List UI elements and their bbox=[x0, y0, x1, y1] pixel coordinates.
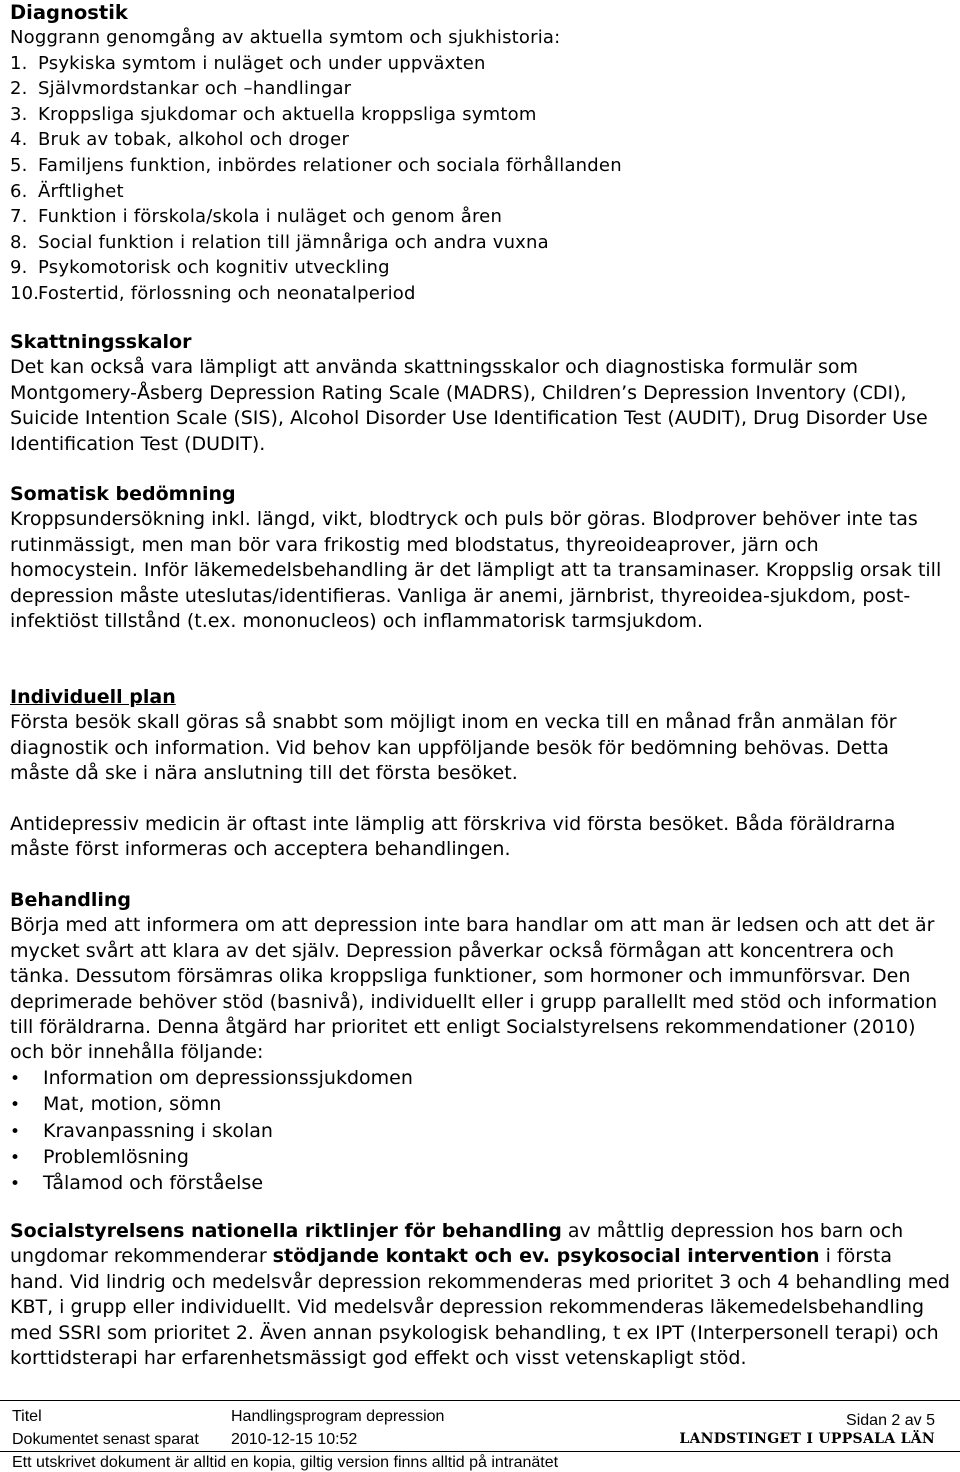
riktlinjer-text bbox=[10, 1219, 950, 1371]
list-item-text: Ärftlighet bbox=[38, 180, 124, 202]
diagnostik-list-item bbox=[10, 204, 950, 230]
behandling-bullet-item bbox=[10, 1145, 950, 1171]
diagnostik-list-item bbox=[10, 153, 950, 179]
list-item-number: 4. bbox=[10, 129, 28, 151]
behandling-section bbox=[10, 888, 950, 1198]
footer-saved-value: 2010-12-15 10:52 bbox=[231, 1431, 358, 1448]
section-heading-individuell: Individuell plan bbox=[10, 686, 176, 708]
bullet-text: Problemlösning bbox=[43, 1146, 189, 1169]
diagnostik-section bbox=[10, 25, 950, 307]
bullet-icon: • bbox=[10, 1121, 21, 1142]
behandling-bullet-item bbox=[10, 1092, 950, 1118]
behandling-bullets bbox=[10, 1066, 950, 1198]
bullet-text: Mat, motion, sömn bbox=[43, 1093, 222, 1116]
list-item-text: Fostertid, förlossning och neonatalperiod bbox=[38, 282, 416, 304]
behandling-text: Börja med att informera om att depression inte bara handlar om att man är ledsen och att det är mycket svårt att klara av det själv. Depression påverkar också förmågan att koncentrera och tänka. Dessutom försämras olika kroppsliga funktioner, som hormoner och immunförsvar. Den deprimerade behöver stöd (basnivå), individuellt eller i grupp parallellt med stöd och information till föräldrarna. Denna åtgärd har prioritet ett enligt Socialstyrelsens rekommendationer (2010) och bör innehålla följande: bbox=[10, 914, 938, 1064]
section-title-diagnostik: Diagnostik bbox=[10, 1, 128, 24]
diagnostik-list-item bbox=[10, 230, 950, 256]
diagnostik-list-item bbox=[10, 255, 950, 281]
bullet-icon: • bbox=[10, 1148, 21, 1169]
list-item-number: 2. bbox=[10, 78, 28, 100]
section-heading-skattning: Skattningsskalor bbox=[10, 331, 192, 353]
list-item-text: Funktion i förskola/skola i nuläget och genom åren bbox=[38, 206, 503, 228]
individuell-section bbox=[10, 685, 950, 862]
list-item-text: Självmordstankar och –handlingar bbox=[38, 78, 352, 100]
list-item-text: Psykomotorisk och kognitiv utveckling bbox=[38, 257, 390, 279]
diagnostik-list bbox=[10, 51, 950, 307]
diagnostik-list-item bbox=[10, 76, 950, 102]
list-item-number: 3. bbox=[10, 103, 28, 125]
list-item-text: Kroppsliga sjukdomar och aktuella kroppsliga symtom bbox=[38, 103, 537, 125]
bullet-icon: • bbox=[10, 1095, 21, 1116]
behandling-bullet-item bbox=[10, 1171, 950, 1197]
list-item-number: 5. bbox=[10, 154, 28, 176]
list-item-text: Psykiska symtom i nuläget och under uppväxten bbox=[38, 52, 486, 74]
diagnostik-list-item bbox=[10, 179, 950, 205]
behandling-bullet-item bbox=[10, 1119, 950, 1145]
bullet-text: Tålamod och förståelse bbox=[43, 1172, 264, 1195]
list-item-number: 10. bbox=[10, 282, 40, 304]
skattning-text: Det kan också vara lämpligt att använda skattningsskalor och diagnostiska formulär som Montgomery-Åsberg Depression Rating Scale (MADRS), Children’s Depression Inventory (CDI), Suicide Intention Scale (SIS), Alcohol Disorder Use Identification Test (AUDIT), Drug Disorder Use Identification Test (DUDIT). bbox=[10, 356, 928, 455]
list-item-number: 8. bbox=[10, 231, 28, 253]
bullet-icon: • bbox=[10, 1068, 21, 1089]
list-item-number: 9. bbox=[10, 257, 28, 279]
somatisk-section bbox=[10, 482, 950, 634]
riktlinjer-bold-1: Socialstyrelsens nationella riktlinjer för behandling bbox=[10, 1220, 562, 1242]
individuell-text-2: Antidepressiv medicin är oftast inte lämplig att förskriva vid första besöket. Båda föräldrarna måste först informeras och acceptera behandlingen. bbox=[10, 812, 896, 861]
list-item-number: 6. bbox=[10, 180, 28, 202]
footer-note: Ett utskrivet dokument är alltid en kopia, giltig version finns alltid på intranätet bbox=[12, 1454, 559, 1471]
list-item-number: 1. bbox=[10, 52, 28, 74]
list-item-text: Social funktion i relation till jämnåriga och andra vuxna bbox=[38, 231, 549, 253]
page-footer bbox=[0, 1400, 960, 1472]
diagnostik-list-item bbox=[10, 281, 950, 307]
footer-saved-label: Dokumentet senast sparat bbox=[12, 1431, 199, 1448]
footer-divider bbox=[0, 1451, 960, 1452]
bullet-text: Information om depressionssjukdomen bbox=[43, 1066, 413, 1089]
diagnostik-list-item bbox=[10, 127, 950, 153]
diagnostik-list-item bbox=[10, 51, 950, 77]
skattning-section bbox=[10, 330, 950, 457]
bullet-icon: • bbox=[10, 1174, 21, 1195]
footer-page-number: Sidan 2 av 5 bbox=[846, 1412, 935, 1429]
list-item-number: 7. bbox=[10, 206, 28, 228]
riktlinjer-section bbox=[10, 1219, 950, 1371]
somatisk-text: Kroppsundersökning inkl. längd, vikt, blodtryck och puls bör göras. Blodprover behöver inte tas rutinmässigt, men man bör vara frikostig med blodstatus, thyreoideaprover, järn och homocystein. Inför läkemedelsbehandling är det lämpligt att ta transaminaser. Kroppslig orsak till depression måste uteslutas/identifieras. Vanliga är anemi, järnbrist, thyreoidea-sjukdom, post-infektiöst tillstånd (t.ex. mononucleos) och inflammatorisk tarmsjukdom. bbox=[10, 508, 942, 633]
riktlinjer-text-2: i första hand. Vid lindrig och medelsvår depression rekommenderas med prioritet 3 och 4 behandling med KBT, i grupp eller individuellt. Vid medelsvår depression rekommenderas läkemedelsbehandling med SSRI som prioritet 2. Även annan psykologisk behandling, t ex IPT (Interpersonell terapi) och korttidsterapi har erfarenhetsmässigt god effekt och visst vetenskapligt stöd. bbox=[10, 1245, 950, 1370]
riktlinjer-bold-2: stödjande kontakt och ev. psykosocial intervention bbox=[272, 1245, 820, 1268]
individuell-text-1: Första besök skall göras så snabbt som möjligt inom en vecka till en månad från anmälan för diagnostik och information. Vid behov kan uppföljande besök för bedömning behövas. Detta måste då ske i nära anslutning till det första besöket. bbox=[10, 711, 897, 785]
bullet-text: Kravanpassning i skolan bbox=[43, 1119, 273, 1142]
section-heading-somatisk: Somatisk bedömning bbox=[10, 483, 236, 505]
diagnostik-intro: Noggrann genomgång av aktuella symtom och sjukhistoria: bbox=[10, 27, 561, 48]
footer-title-label: Titel bbox=[12, 1408, 42, 1425]
list-item-text: Familjens funktion, inbördes relationer och sociala förhållanden bbox=[38, 154, 622, 176]
list-item-text: Bruk av tobak, alkohol och droger bbox=[38, 129, 350, 151]
behandling-bullet-item bbox=[10, 1066, 950, 1092]
diagnostik-list-item bbox=[10, 102, 950, 128]
footer-title-value: Handlingsprogram depression bbox=[231, 1408, 445, 1425]
riktlinjer-text-1: av måttlig depression hos barn och ungdomar rekommenderar bbox=[10, 1220, 904, 1268]
section-heading-behandling: Behandling bbox=[10, 889, 131, 911]
footer-organization: LANDSTINGET I UPPSALA LÄN bbox=[679, 1431, 935, 1447]
